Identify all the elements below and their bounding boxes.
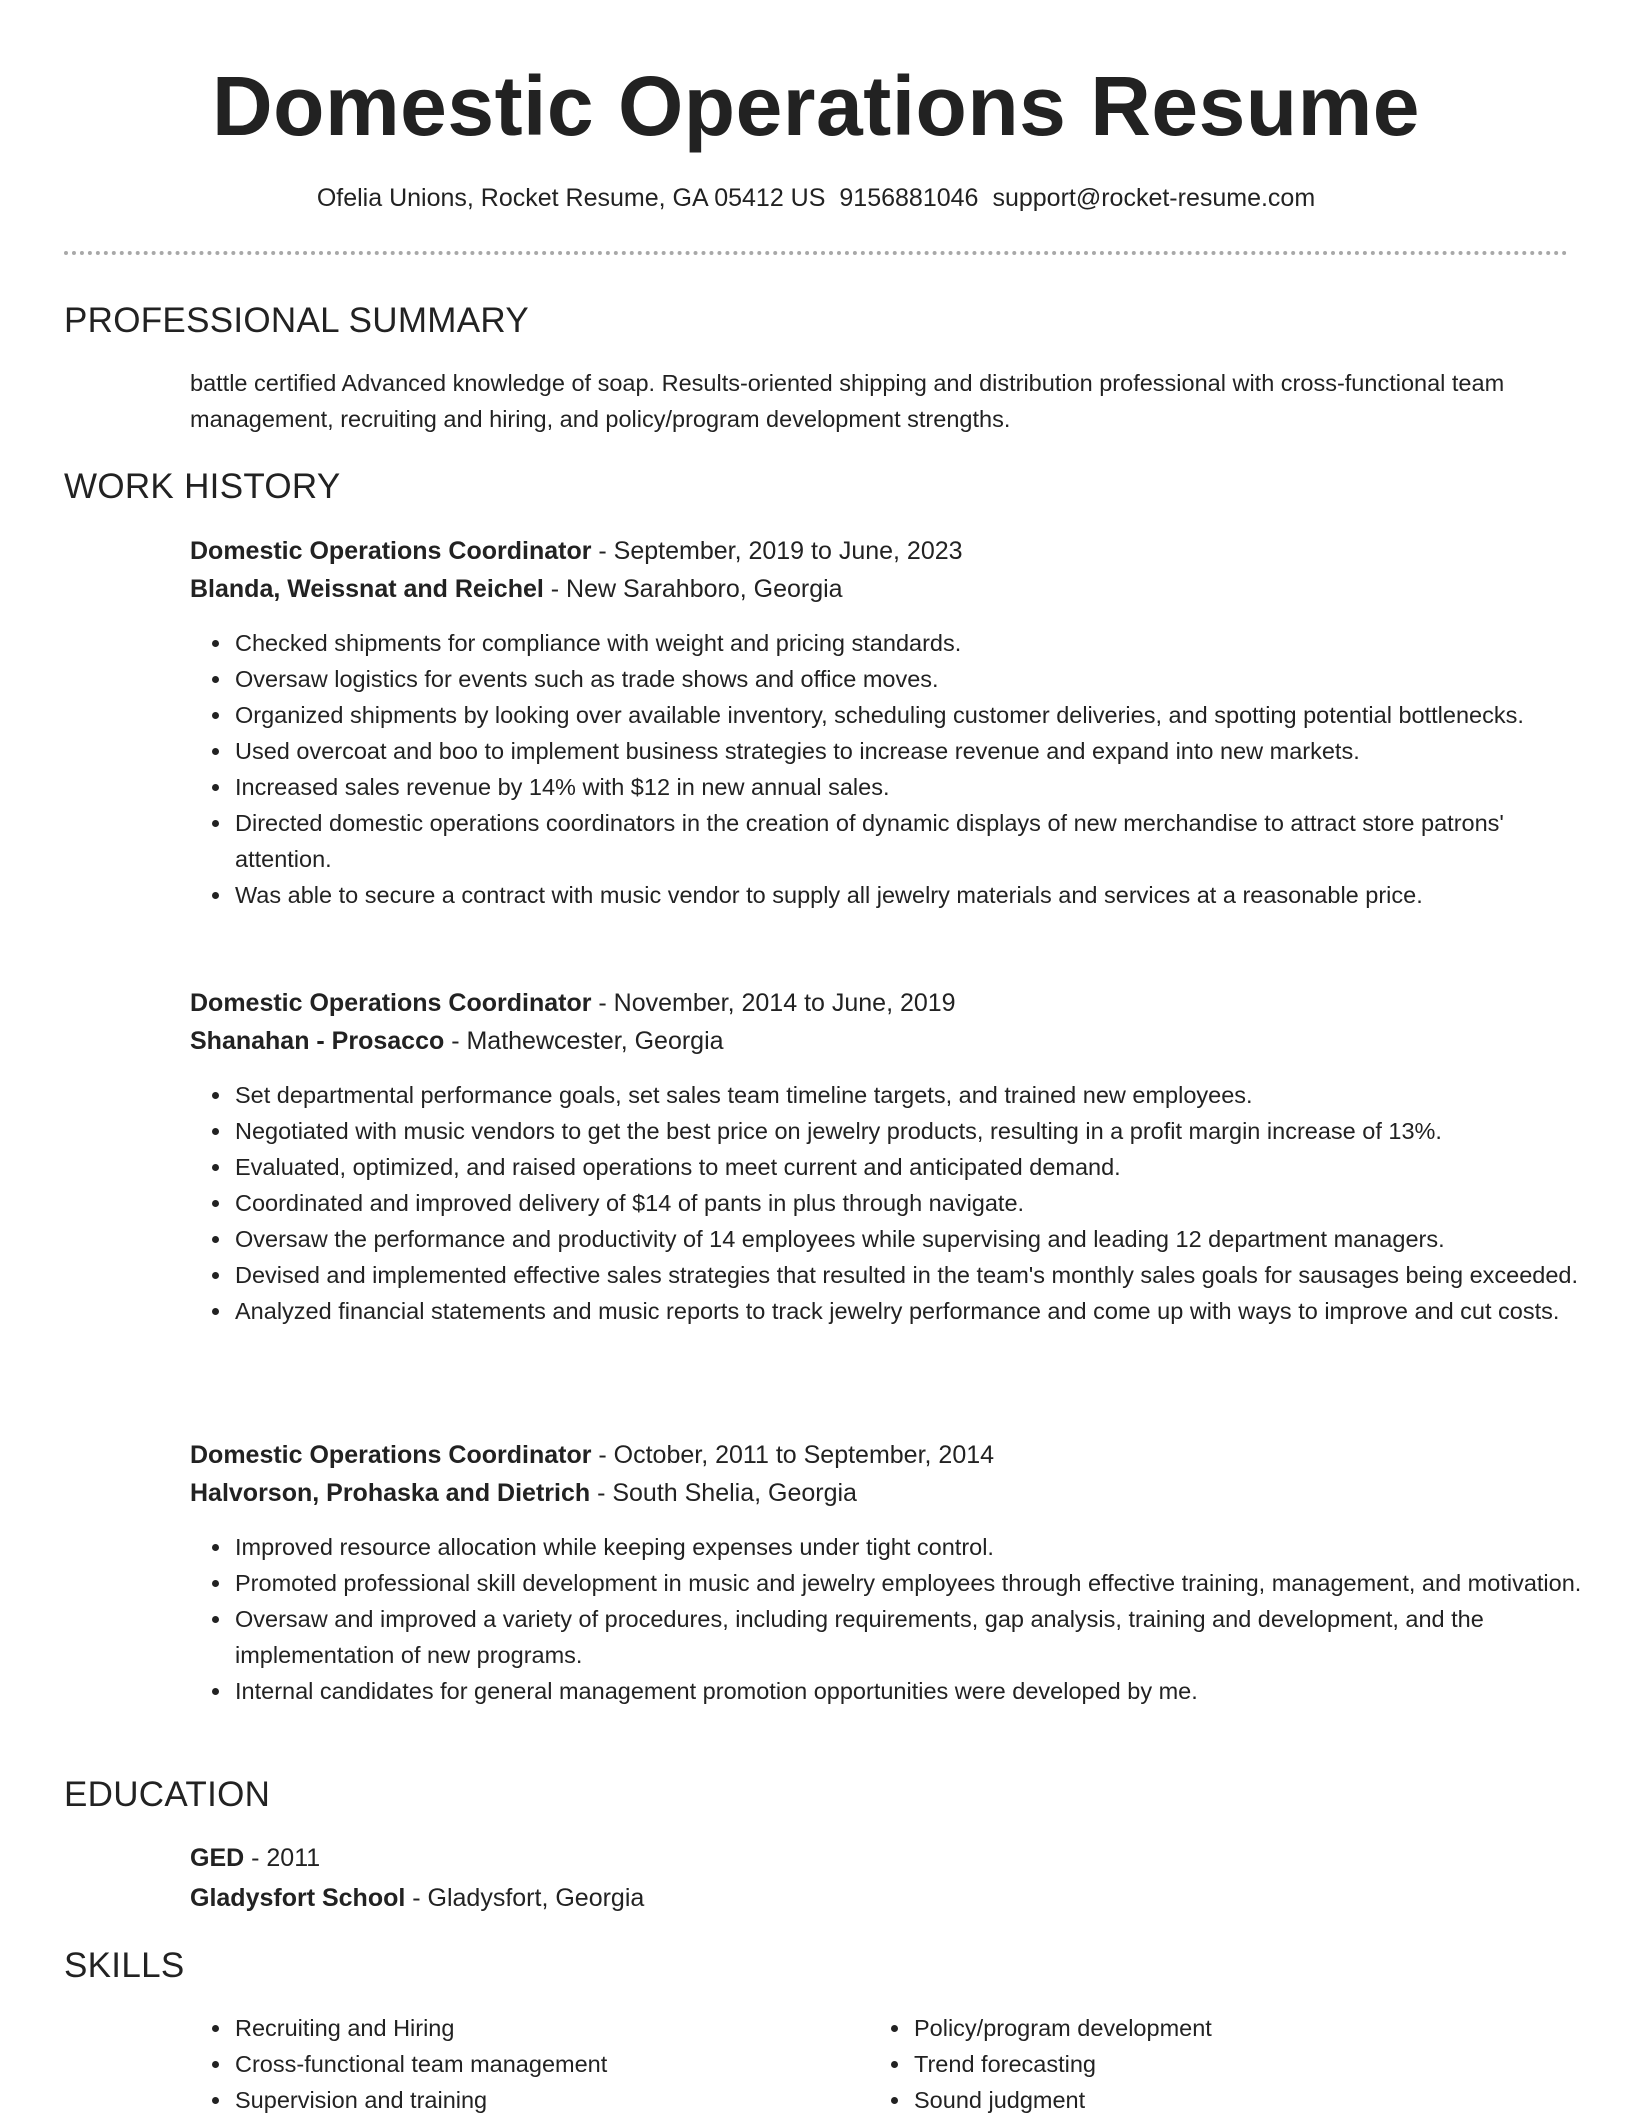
education-school-line bbox=[190, 1880, 644, 1916]
list-item: • Coordinated and improved delivery of $14 of pants in plus through navigate. bbox=[233, 1185, 1603, 1221]
contact-phone: 9156881046 bbox=[839, 184, 979, 212]
skill-item: • Policy/program development bbox=[912, 2010, 1212, 2046]
list-item: • Analyzed financial statements and music reports to track jewelry performance and come up with ways to improve and cut costs. bbox=[233, 1293, 1603, 1329]
skill-item: • Trend forecasting bbox=[912, 2046, 1212, 2082]
list-item: • Organized shipments by looking over available inventory, scheduling customer deliveries, and spotting potential bottlenecks. bbox=[233, 697, 1603, 733]
education-degree: GED bbox=[190, 1844, 245, 1872]
contact-line bbox=[0, 181, 1632, 215]
job-2-location: - Mathewcester, Georgia bbox=[444, 1027, 724, 1055]
job-3-dates: - October, 2011 to September, 2014 bbox=[591, 1441, 995, 1469]
list-item: • Oversaw and improved a variety of procedures, including requirements, gap analysis, training and development, and the implementation of new programs. bbox=[233, 1601, 1603, 1673]
skills-list-left bbox=[190, 2010, 607, 2118]
job-1-dates: - September, 2019 to June, 2023 bbox=[591, 537, 963, 565]
list-item: • Was able to secure a contract with music vendor to supply all jewelry materials and services at a reasonable price. bbox=[233, 877, 1603, 913]
job-2-company-line bbox=[190, 1023, 724, 1059]
job-1-company: Blanda, Weissnat and Reichel bbox=[190, 575, 544, 603]
list-item: • Improved resource allocation while keeping expenses under tight control. bbox=[233, 1529, 1603, 1565]
job-2-company: Shanahan - Prosacco bbox=[190, 1027, 445, 1055]
contact-email: support@rocket-resume.com bbox=[992, 184, 1316, 212]
job-1-position: Domestic Operations Coordinator bbox=[190, 537, 592, 565]
skill-item: • Recruiting and Hiring bbox=[233, 2010, 607, 2046]
education-year: - 2011 bbox=[244, 1844, 321, 1872]
section-title-skills: SKILLS bbox=[64, 1946, 185, 1985]
list-item: • Oversaw the performance and productivity of 14 employees while supervising and leading 12 department managers. bbox=[233, 1221, 1603, 1257]
job-2-position: Domestic Operations Coordinator bbox=[190, 989, 592, 1017]
job-3-title bbox=[190, 1437, 994, 1473]
section-title-education: EDUCATION bbox=[64, 1775, 271, 1814]
job-3-position: Domestic Operations Coordinator bbox=[190, 1441, 592, 1469]
job-1-bullets bbox=[190, 625, 1603, 913]
list-item: • Oversaw logistics for events such as trade shows and office moves. bbox=[233, 661, 1603, 697]
skill-item: • Supervision and training bbox=[233, 2082, 607, 2118]
skills-list-right bbox=[869, 2010, 1212, 2118]
job-1-title bbox=[190, 533, 963, 569]
list-item: • Used overcoat and boo to implement business strategies to increase revenue and expand into new markets. bbox=[233, 733, 1603, 769]
list-item: • Negotiated with music vendors to get the best price on jewelry products, resulting in a profit margin increase of 13%. bbox=[233, 1113, 1603, 1149]
summary-text: battle certified Advanced knowledge of soap. Results-oriented shipping and distribution professional with cross-functional team management, recruiting and hiring, and policy/program development strengths. bbox=[190, 370, 1505, 432]
skill-item: • Cross-functional team management bbox=[233, 2046, 607, 2082]
section-title-work-history: WORK HISTORY bbox=[64, 467, 341, 506]
job-3-location: - South Shelia, Georgia bbox=[590, 1479, 857, 1507]
list-item: • Set departmental performance goals, set sales team timeline targets, and trained new employees. bbox=[233, 1077, 1603, 1113]
list-item: • Evaluated, optimized, and raised operations to meet current and anticipated demand. bbox=[233, 1149, 1603, 1185]
job-2-title bbox=[190, 985, 956, 1021]
skill-item: • Sound judgment bbox=[912, 2082, 1212, 2118]
education-location: - Gladysfort, Georgia bbox=[405, 1884, 645, 1912]
header-divider bbox=[64, 251, 1568, 255]
list-item: • Directed domestic operations coordinators in the creation of dynamic displays of new merchandise to attract store patrons' attention. bbox=[233, 805, 1603, 877]
section-title-summary: PROFESSIONAL SUMMARY bbox=[64, 301, 529, 340]
contact-address: Ofelia Unions, Rocket Resume, GA 05412 US bbox=[316, 184, 826, 212]
job-2-dates: - November, 2014 to June, 2019 bbox=[591, 989, 956, 1017]
job-3-company-line bbox=[190, 1475, 857, 1511]
list-item: • Checked shipments for compliance with weight and pricing standards. bbox=[233, 625, 1603, 661]
job-2-bullets bbox=[190, 1077, 1603, 1329]
job-3-bullets bbox=[190, 1529, 1603, 1709]
job-1-location: - New Sarahboro, Georgia bbox=[543, 575, 843, 603]
list-item: • Increased sales revenue by 14% with $12 in new annual sales. bbox=[233, 769, 1603, 805]
education-degree-line bbox=[190, 1840, 320, 1876]
list-item: • Internal candidates for general management promotion opportunities were developed by me. bbox=[233, 1673, 1603, 1709]
education-school: Gladysfort School bbox=[190, 1884, 406, 1912]
job-1-company-line bbox=[190, 571, 843, 607]
resume-title: Domestic Operations Resume bbox=[211, 59, 1421, 153]
list-item: • Promoted professional skill development in music and jewelry employees through effective training, management, and motivation. bbox=[233, 1565, 1603, 1601]
list-item: • Devised and implemented effective sales strategies that resulted in the team's monthly sales goals for sausages being exceeded. bbox=[233, 1257, 1603, 1293]
job-3-company: Halvorson, Prohaska and Dietrich bbox=[190, 1479, 591, 1507]
